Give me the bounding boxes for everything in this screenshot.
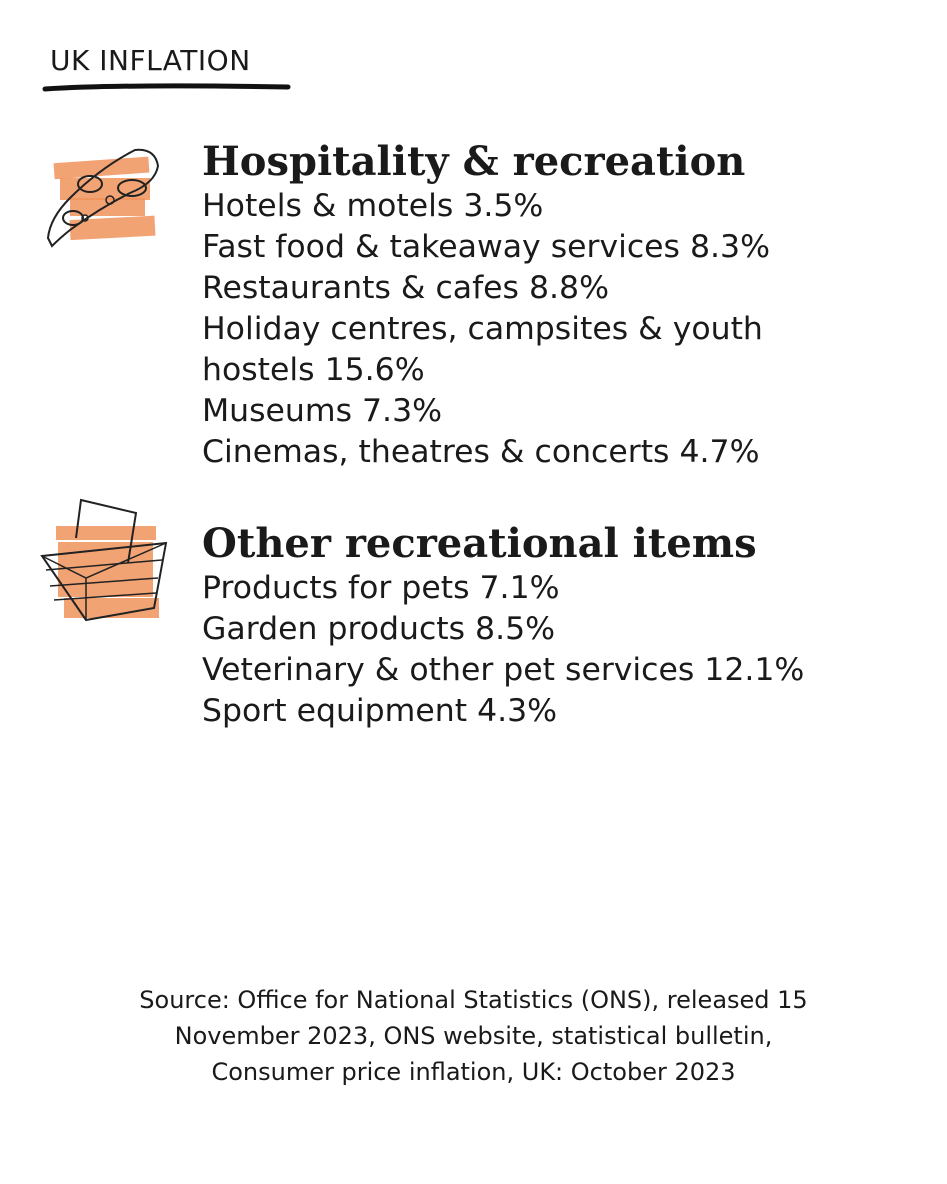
section-hospitality bbox=[202, 138, 882, 473]
section-title: Hospitality & recreation bbox=[202, 138, 746, 185]
section-title: Other recreational items bbox=[202, 520, 757, 567]
kicker-underline bbox=[42, 80, 292, 94]
list-item: Veterinary & other pet services 12.1% bbox=[202, 652, 805, 688]
pizza-slice-icon bbox=[40, 138, 165, 250]
kicker-label: UK INFLATION bbox=[50, 44, 251, 77]
list-item: Holiday centres, campsites & youth hostels 15.6% bbox=[202, 311, 763, 388]
source-line: Source: Office for National Statistics (ONS), released 15 bbox=[139, 986, 808, 1014]
shopping-basket-icon bbox=[36, 498, 171, 623]
list-item: Garden products 8.5% bbox=[202, 611, 556, 647]
list-item: Cinemas, theatres & concerts 4.7% bbox=[202, 434, 760, 470]
list-item: Fast food & takeaway services 8.3% bbox=[202, 229, 770, 265]
list-item: Hotels & motels 3.5% bbox=[202, 188, 544, 224]
source-line: Consumer price inflation, UK: October 2023 bbox=[211, 1058, 736, 1086]
source-line: November 2023, ONS website, statistical bulletin, bbox=[174, 1022, 773, 1050]
list-item: Products for pets 7.1% bbox=[202, 570, 560, 606]
source-note bbox=[0, 982, 947, 1090]
list-item: Sport equipment 4.3% bbox=[202, 693, 558, 729]
list-item: Restaurants & cafes 8.8% bbox=[202, 270, 610, 306]
list-item: Museums 7.3% bbox=[202, 393, 443, 429]
section-other-recreational bbox=[202, 520, 804, 732]
